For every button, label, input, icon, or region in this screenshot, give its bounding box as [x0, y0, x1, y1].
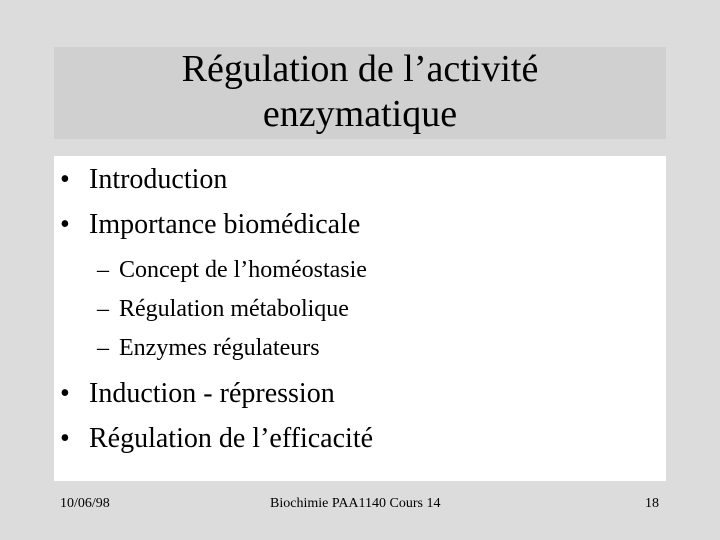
bullet-mark: •	[60, 423, 70, 454]
bullet-mark: •	[60, 378, 70, 409]
bullet-text: Importance biomédicale	[89, 209, 361, 240]
bullet-mark: •	[60, 164, 70, 195]
bullet-mark: •	[60, 209, 70, 240]
sub-bullet-mark: –	[97, 257, 109, 283]
sub-bullet-text: Enzymes régulateurs	[119, 335, 320, 361]
title-line-2: enzymatique	[262, 93, 458, 135]
sub-bullet-text: Régulation métabolique	[119, 296, 349, 322]
footer-page-number: 18	[645, 496, 659, 511]
slide-title	[54, 47, 666, 139]
sub-bullet-mark: –	[97, 296, 109, 322]
bullet-text: Introduction	[89, 164, 228, 195]
title-line-1: Régulation de l’activité	[181, 48, 539, 90]
bullet-text: Induction - répression	[89, 378, 335, 409]
sub-bullet-mark: –	[97, 335, 109, 361]
slide-body	[54, 156, 666, 481]
footer-date: 10/06/98	[60, 496, 110, 511]
bullet-text: Régulation de l’efficacité	[89, 423, 374, 454]
sub-bullet-text: Concept de l’homéostasie	[119, 257, 367, 283]
footer-course: Biochimie PAA1140 Cours 14	[270, 496, 441, 511]
